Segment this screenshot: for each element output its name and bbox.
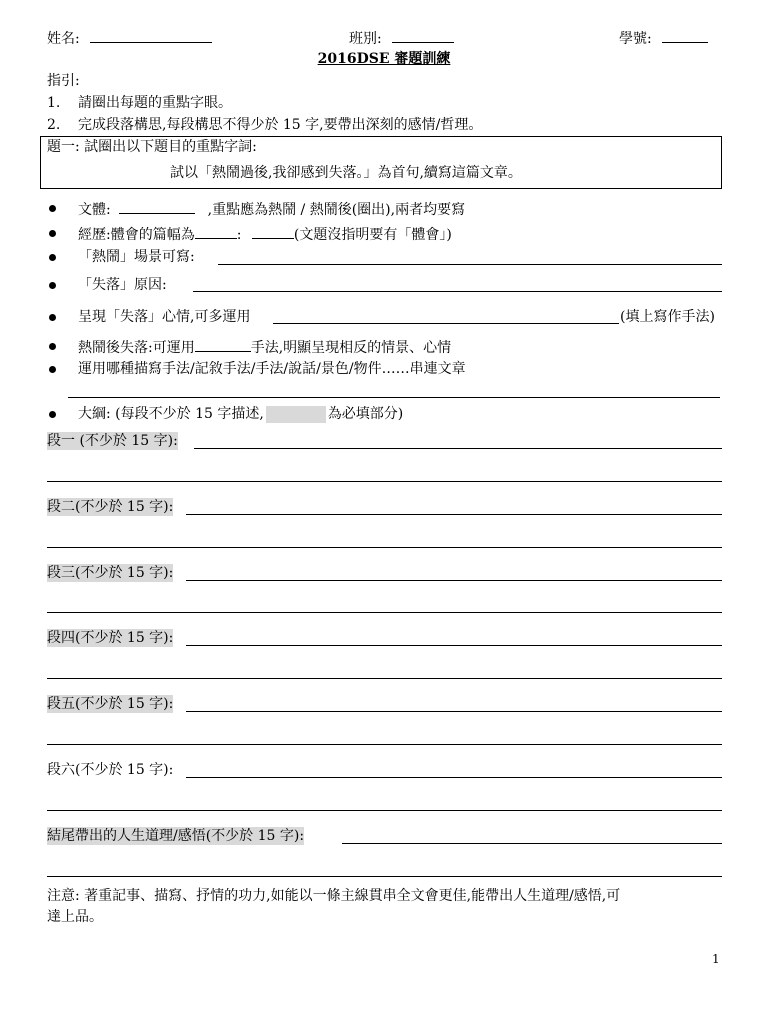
outline-label-3: 段三(不少於 15 字): [47,565,174,581]
bullet-dot [49,282,56,289]
page-number: 1 [712,952,720,966]
note-line-1: 注意: 著重記事、描寫、抒情的功力,如能以一條主線貫串全文會更佳,能帶出人生道理/感悟,可 [47,888,621,904]
loss-reason-label: 「失落」原因: [78,277,167,293]
name-field [47,28,212,48]
class-blank[interactable] [392,28,454,43]
shaded-sample [266,406,326,423]
outline-label-6: 段六(不少於 15 字): [47,762,174,778]
outline-line-2a[interactable] [186,514,722,515]
experience-row [78,224,452,244]
contrast-label: 熱鬧後失落:可運用 [78,340,195,356]
bullet-dot [49,314,56,321]
outline-label-1: 段一 (不少於 15 字): [47,433,178,449]
outline-line-3b[interactable] [47,612,722,613]
experience-colon: : [236,227,242,243]
outline-line-4b[interactable] [47,678,722,679]
outline-line-6a[interactable] [186,777,722,778]
outline-heading-text: 大綱: (每段不少於 15 字描述, [78,406,264,422]
outline-heading-note: 為必填部分) [327,406,404,422]
bullet-dot [49,205,56,212]
bullet-dot [49,230,56,237]
bullet-dot [49,254,56,261]
outline-label-2: 段二(不少於 15 字): [47,499,174,515]
instruction-2: 完成段落構思,每段構思不得少於 15 字,要帶出深刻的感情/哲理。 [78,117,483,133]
number-blank[interactable] [662,28,708,43]
technique-line[interactable] [68,397,720,398]
conclusion-line-b[interactable] [47,876,722,877]
outline-line-1a[interactable] [194,448,722,449]
student-number-field [619,28,708,48]
instruction-1: 請圈出每題的重點字眼。 [78,95,232,111]
experience-label: 經歷:體會的篇幅為 [78,227,195,243]
question-prompt: 試以「熱鬧過後,我卻感到失落。」為首句,續寫這篇文章。 [170,165,522,181]
bullet-dot [49,411,56,418]
loss-mood-line[interactable] [273,323,619,324]
contrast-row [78,337,451,357]
loss-reason-line[interactable] [193,291,722,292]
experience-blank-1[interactable] [195,224,237,239]
contrast-blank[interactable] [195,337,251,352]
outline-label-4: 段四(不少於 15 字): [47,630,174,646]
instruction-num-2: 2. [47,117,61,133]
outline-line-5a[interactable] [186,711,722,712]
conclusion-line-a[interactable] [342,843,722,844]
outline-line-1b[interactable] [47,481,722,482]
question-label: 題一: 試圈出以下題目的重點字詞: [47,139,257,155]
experience-note: (文題沒指明要有「體會」) [293,227,452,243]
contrast-note: 手法,明顯呈現相反的情景、心情 [250,340,452,356]
instructions-heading: 指引: [47,73,80,89]
name-blank[interactable] [90,28,212,43]
bullet-dot [49,343,56,350]
bullet-dot [49,366,56,373]
outline-line-5b[interactable] [47,744,722,745]
loss-mood-label: 呈現「失落」心情,可多運用 [78,309,251,325]
genre-blank[interactable] [119,199,195,214]
technique-label: 運用哪種描寫手法/記敘手法/手法/說話/景色/物件……串連文章 [78,361,466,377]
number-label: 學號: [619,31,652,47]
genre-label: 文體: [78,202,111,218]
outline-label-5: 段五(不少於 15 字): [47,696,174,712]
outline-line-4a[interactable] [186,645,722,646]
outline-line-2b[interactable] [47,547,722,548]
instruction-num-1: 1. [47,95,61,111]
class-field [349,28,454,48]
lively-scene-line[interactable] [218,264,722,265]
genre-note: ,重點應為熱鬧 / 熱鬧後(圈出),兩者均要寫 [207,202,466,218]
class-label: 班別: [349,31,382,47]
conclusion-label: 結尾帶出的人生道理/感悟(不少於 15 字): [47,828,305,844]
name-label: 姓名: [47,31,80,47]
outline-line-3a[interactable] [186,580,722,581]
outline-line-6b[interactable] [47,810,722,811]
page-title: 2016DSE 審題訓練 [317,51,451,67]
outline-heading [78,405,403,423]
loss-mood-note: (填上寫作手法) [620,309,715,325]
genre-row [78,199,465,219]
lively-scene-label: 「熱鬧」場景可寫: [78,249,195,265]
experience-blank-2[interactable] [252,224,294,239]
note-line-2: 達上品。 [47,909,103,925]
